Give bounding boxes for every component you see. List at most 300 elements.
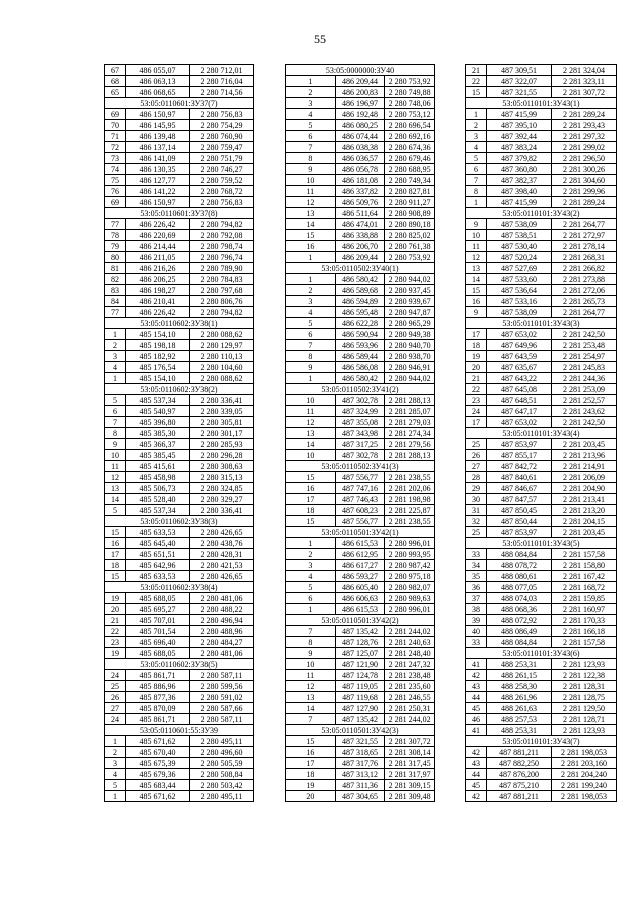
x-coordinate: 487 135,42 — [335, 626, 385, 637]
y-coordinate: 2 280 129,97 — [190, 340, 254, 351]
parcel-id: 53:05:0110101:ЗУ43(6) — [466, 648, 617, 659]
x-coordinate: 487 881,211 — [487, 791, 552, 802]
point-number: 17 — [466, 329, 487, 340]
parcel-id: 53:05:0110502:ЗУ41(2) — [286, 384, 435, 395]
x-coordinate: 485 675,39 — [126, 758, 190, 769]
parcel-header-row — [286, 263, 435, 274]
point-number: 22 — [105, 626, 126, 637]
table-row — [105, 252, 254, 263]
parcel-header-row — [286, 65, 435, 76]
table-row — [286, 769, 435, 780]
parcel-id: 53:05:0110601:ЗУ37(7) — [105, 98, 254, 109]
y-coordinate: 2 281 238,55 — [385, 516, 435, 527]
table-row — [286, 120, 435, 131]
y-coordinate: 2 281 288,13 — [385, 395, 435, 406]
point-number: 18 — [286, 505, 336, 516]
table-row — [466, 615, 617, 626]
y-coordinate: 2 281 168,72 — [552, 582, 617, 593]
y-coordinate: 2 280 305,81 — [190, 417, 254, 428]
point-number: 9 — [286, 164, 336, 175]
x-coordinate: 487 309,51 — [487, 65, 552, 76]
y-coordinate: 2 281 240,63 — [385, 637, 435, 648]
x-coordinate: 485 877,36 — [126, 692, 190, 703]
x-coordinate: 485 458,98 — [126, 472, 190, 483]
table-row — [286, 175, 435, 186]
y-coordinate: 2 281 278,14 — [552, 241, 617, 252]
x-coordinate: 485 651,51 — [126, 549, 190, 560]
x-coordinate: 485 154,10 — [126, 373, 190, 384]
x-coordinate: 488 072,92 — [487, 615, 552, 626]
x-coordinate: 486 210,41 — [126, 296, 190, 307]
table-row — [466, 274, 617, 285]
table-row — [286, 780, 435, 791]
x-coordinate: 487 124,78 — [335, 670, 385, 681]
y-coordinate: 2 280 587,66 — [190, 703, 254, 714]
y-coordinate: 2 281 202,06 — [385, 483, 435, 494]
table-row — [105, 648, 254, 659]
point-number: 24 — [105, 714, 126, 725]
table-row — [286, 329, 435, 340]
point-number: 33 — [466, 637, 487, 648]
table-row — [105, 164, 254, 175]
point-number: 42 — [466, 670, 487, 681]
point-number: 46 — [466, 714, 487, 725]
x-coordinate: 486 214,44 — [126, 241, 190, 252]
x-coordinate: 487 653,02 — [487, 417, 552, 428]
point-number: 5 — [105, 505, 126, 516]
table-row — [286, 538, 435, 549]
x-coordinate: 486 055,07 — [126, 65, 190, 76]
parcel-id: 53:05:0110101:ЗУ43(2) — [466, 208, 617, 219]
x-coordinate: 487 527,69 — [487, 263, 552, 274]
table-row — [466, 670, 617, 681]
y-coordinate: 2 281 272,97 — [552, 230, 617, 241]
point-number: 6 — [286, 593, 336, 604]
table-row — [466, 186, 617, 197]
x-coordinate: 487 840,61 — [487, 472, 552, 483]
y-coordinate: 2 280 794,82 — [190, 219, 254, 230]
x-coordinate: 487 746,43 — [335, 494, 385, 505]
x-coordinate: 487 304,65 — [335, 791, 385, 802]
x-coordinate: 486 337,82 — [335, 186, 385, 197]
point-number: 1 — [286, 274, 336, 285]
point-number: 8 — [105, 428, 126, 439]
y-coordinate: 2 281 204,240 — [552, 769, 617, 780]
point-number: 14 — [105, 494, 126, 505]
y-coordinate: 2 281 213,41 — [552, 494, 617, 505]
point-number: 9 — [466, 219, 487, 230]
x-coordinate: 486 145,95 — [126, 120, 190, 131]
parcel-id: 53:05:0110602:ЗУ38(1) — [105, 318, 254, 329]
parcel-header-row — [466, 538, 617, 549]
x-coordinate: 486 192,48 — [335, 109, 385, 120]
table-row — [286, 549, 435, 560]
parcel-id: 53:05:0110101:ЗУ43(5) — [466, 538, 617, 549]
y-coordinate: 2 281 273,88 — [552, 274, 617, 285]
table-row — [286, 153, 435, 164]
point-number: 18 — [105, 560, 126, 571]
x-coordinate: 488 084,84 — [487, 637, 552, 648]
y-coordinate: 2 281 308,14 — [385, 747, 435, 758]
table-row — [286, 560, 435, 571]
point-number: 15 — [105, 571, 126, 582]
table-row — [105, 461, 254, 472]
x-coordinate: 486 063,13 — [126, 76, 190, 87]
point-number: 2 — [286, 87, 336, 98]
point-number: 15 — [105, 527, 126, 538]
x-coordinate: 486 211,05 — [126, 252, 190, 263]
y-coordinate: 2 281 268,31 — [552, 252, 617, 263]
point-number: 12 — [286, 681, 336, 692]
table-row — [105, 406, 254, 417]
x-coordinate: 486 141,22 — [126, 186, 190, 197]
parcel-id: 53:05:0110602:ЗУ38(5) — [105, 659, 254, 670]
y-coordinate: 2 280 301,17 — [190, 428, 254, 439]
x-coordinate: 486 209,44 — [335, 76, 385, 87]
point-number: 10 — [286, 175, 336, 186]
y-coordinate: 2 280 996,01 — [385, 538, 435, 549]
x-coordinate: 486 226,42 — [126, 219, 190, 230]
parcel-header-row — [466, 428, 617, 439]
x-coordinate: 486 593,27 — [335, 571, 385, 582]
point-number: 3 — [286, 98, 336, 109]
point-number: 21 — [466, 373, 487, 384]
point-number: 44 — [466, 692, 487, 703]
x-coordinate: 487 608,23 — [335, 505, 385, 516]
y-coordinate: 2 280 975,18 — [385, 571, 435, 582]
x-coordinate: 485 701,54 — [126, 626, 190, 637]
x-coordinate: 487 853,97 — [487, 527, 552, 538]
table-row — [466, 373, 617, 384]
table-row — [466, 758, 617, 769]
point-number: 2 — [286, 285, 336, 296]
point-number: 74 — [105, 164, 126, 175]
y-coordinate: 2 280 488,96 — [190, 626, 254, 637]
point-number: 25 — [105, 681, 126, 692]
table-row — [466, 461, 617, 472]
x-coordinate: 487 556,77 — [335, 472, 385, 483]
point-number: 20 — [466, 362, 487, 373]
point-number: 2 — [105, 340, 126, 351]
parcel-header-row — [466, 98, 617, 109]
x-coordinate: 487 643,22 — [487, 373, 552, 384]
x-coordinate: 487 536,64 — [487, 285, 552, 296]
table-row — [466, 219, 617, 230]
point-number: 42 — [466, 747, 487, 758]
point-number: 78 — [105, 230, 126, 241]
table-row — [286, 98, 435, 109]
point-number: 5 — [466, 153, 487, 164]
y-coordinate: 2 281 167,42 — [552, 571, 617, 582]
point-number: 39 — [466, 615, 487, 626]
parcel-id: 53:05:0110101:ЗУ43(1) — [466, 98, 617, 109]
table-row — [466, 681, 617, 692]
y-coordinate: 2 280 754,29 — [190, 120, 254, 131]
x-coordinate: 487 128,76 — [335, 637, 385, 648]
point-number: 16 — [466, 296, 487, 307]
x-coordinate: 487 415,99 — [487, 109, 552, 120]
point-number: 2 — [286, 549, 336, 560]
table-row — [466, 153, 617, 164]
parcel-id: 53:05:0110101:ЗУ43(7) — [466, 736, 617, 747]
table-row — [105, 626, 254, 637]
table-row — [105, 87, 254, 98]
parcel-header-row — [466, 318, 617, 329]
y-coordinate: 2 281 299,02 — [552, 142, 617, 153]
table-row — [105, 76, 254, 87]
parcel-header-row — [105, 725, 254, 736]
y-coordinate: 2 280 759,52 — [190, 175, 254, 186]
x-coordinate: 488 084,84 — [487, 549, 552, 560]
table-row — [286, 164, 435, 175]
point-number: 15 — [286, 736, 336, 747]
point-number: 1 — [105, 736, 126, 747]
x-coordinate: 488 261,15 — [487, 670, 552, 681]
table-row — [105, 714, 254, 725]
point-number: 16 — [286, 747, 336, 758]
coordinates-table — [104, 64, 254, 802]
table-row — [286, 791, 435, 802]
x-coordinate: 486 198,27 — [126, 285, 190, 296]
point-number: 15 — [286, 230, 336, 241]
y-coordinate: 2 281 203,45 — [552, 439, 617, 450]
table-row — [105, 505, 254, 516]
x-coordinate: 487 135,42 — [335, 714, 385, 725]
x-coordinate: 486 593,96 — [335, 340, 385, 351]
table-row — [286, 285, 435, 296]
x-coordinate: 486 216,26 — [126, 263, 190, 274]
table-row — [105, 450, 254, 461]
table-row — [286, 692, 435, 703]
table-row — [466, 120, 617, 131]
table-row — [286, 472, 435, 483]
y-coordinate: 2 281 264,77 — [552, 307, 617, 318]
x-coordinate: 488 253,31 — [487, 659, 552, 670]
point-number: 23 — [466, 395, 487, 406]
point-number: 41 — [466, 659, 487, 670]
x-coordinate: 486 615,53 — [335, 604, 385, 615]
y-coordinate: 2 281 122,38 — [552, 670, 617, 681]
point-number: 3 — [286, 560, 336, 571]
y-coordinate: 2 281 123,93 — [552, 659, 617, 670]
point-number: 69 — [105, 197, 126, 208]
table-row — [286, 252, 435, 263]
x-coordinate: 487 121,90 — [335, 659, 385, 670]
y-coordinate: 2 281 170,33 — [552, 615, 617, 626]
y-coordinate: 2 280 505,59 — [190, 758, 254, 769]
point-number: 68 — [105, 76, 126, 87]
y-coordinate: 2 280 908,89 — [385, 208, 435, 219]
table-row — [286, 186, 435, 197]
point-number: 9 — [105, 439, 126, 450]
y-coordinate: 2 281 244,02 — [385, 714, 435, 725]
x-coordinate: 487 645,08 — [487, 384, 552, 395]
table-row — [466, 527, 617, 538]
table-row — [466, 571, 617, 582]
y-coordinate: 2 281 158,80 — [552, 560, 617, 571]
y-coordinate: 2 280 426,65 — [190, 527, 254, 538]
y-coordinate: 2 281 254,97 — [552, 351, 617, 362]
table-row — [466, 450, 617, 461]
point-number: 6 — [286, 329, 336, 340]
parcel-id: 53:05:0110501:ЗУ42(3) — [286, 725, 435, 736]
x-coordinate: 486 511,64 — [335, 208, 385, 219]
table-row — [466, 285, 617, 296]
y-coordinate: 2 281 279,56 — [385, 439, 435, 450]
table-row — [466, 560, 617, 571]
y-coordinate: 2 280 324,85 — [190, 483, 254, 494]
table-row — [286, 274, 435, 285]
y-coordinate: 2 280 591,02 — [190, 692, 254, 703]
point-number: 3 — [105, 351, 126, 362]
y-coordinate: 2 280 982,07 — [385, 582, 435, 593]
x-coordinate: 485 695,27 — [126, 604, 190, 615]
point-number: 67 — [105, 65, 126, 76]
y-coordinate: 2 281 206,09 — [552, 472, 617, 483]
table-row — [286, 318, 435, 329]
table-row — [286, 395, 435, 406]
x-coordinate: 486 150,97 — [126, 109, 190, 120]
x-coordinate: 486 580,42 — [335, 373, 385, 384]
y-coordinate: 2 280 308,63 — [190, 461, 254, 472]
y-coordinate: 2 280 315,13 — [190, 472, 254, 483]
x-coordinate: 485 679,36 — [126, 769, 190, 780]
table-row — [286, 142, 435, 153]
table-row — [105, 241, 254, 252]
x-coordinate: 485 540,97 — [126, 406, 190, 417]
point-number: 76 — [105, 186, 126, 197]
table-row — [286, 604, 435, 615]
y-coordinate: 2 281 300,26 — [552, 164, 617, 175]
y-coordinate: 2 281 309,15 — [385, 780, 435, 791]
y-coordinate: 2 280 759,47 — [190, 142, 254, 153]
x-coordinate: 487 313,12 — [335, 769, 385, 780]
table-row — [105, 362, 254, 373]
point-number: 31 — [466, 505, 487, 516]
x-coordinate: 487 876,200 — [487, 769, 552, 780]
x-coordinate: 487 648,51 — [487, 395, 552, 406]
y-coordinate: 2 281 285,07 — [385, 406, 435, 417]
y-coordinate: 2 281 297,32 — [552, 131, 617, 142]
point-number: 16 — [105, 538, 126, 549]
parcel-id: 53:05:0110501:ЗУ42(1) — [286, 527, 435, 538]
y-coordinate: 2 280 987,42 — [385, 560, 435, 571]
parcel-header-row — [105, 516, 254, 527]
x-coordinate: 487 747,16 — [335, 483, 385, 494]
point-number: 45 — [466, 780, 487, 791]
y-coordinate: 2 280 753,92 — [385, 76, 435, 87]
table-row — [286, 109, 435, 120]
point-number: 26 — [466, 450, 487, 461]
x-coordinate: 487 533,60 — [487, 274, 552, 285]
y-coordinate: 2 281 199,240 — [552, 780, 617, 791]
x-coordinate: 486 038,38 — [335, 142, 385, 153]
table-row — [286, 450, 435, 461]
y-coordinate: 2 280 421,53 — [190, 560, 254, 571]
table-row — [286, 758, 435, 769]
y-coordinate: 2 280 940,70 — [385, 340, 435, 351]
y-coordinate: 2 280 716,04 — [190, 76, 254, 87]
y-coordinate: 2 280 503,42 — [190, 780, 254, 791]
x-coordinate: 487 355,08 — [335, 417, 385, 428]
parcel-header-row — [105, 318, 254, 329]
table-row — [286, 76, 435, 87]
y-coordinate: 2 280 438,76 — [190, 538, 254, 549]
point-number: 22 — [466, 384, 487, 395]
x-coordinate: 487 302,78 — [335, 395, 385, 406]
point-number: 5 — [105, 395, 126, 406]
table-row — [105, 395, 254, 406]
x-coordinate: 487 850,44 — [487, 516, 552, 527]
x-coordinate: 488 261,63 — [487, 703, 552, 714]
y-coordinate: 2 280 587,11 — [190, 714, 254, 725]
y-coordinate: 2 280 329,27 — [190, 494, 254, 505]
x-coordinate: 485 182,92 — [126, 351, 190, 362]
table-row — [466, 109, 617, 120]
point-number: 20 — [286, 791, 336, 802]
y-coordinate: 2 281 272,06 — [552, 285, 617, 296]
x-coordinate: 485 366,37 — [126, 439, 190, 450]
y-coordinate: 2 280 748,06 — [385, 98, 435, 109]
y-coordinate: 2 281 244,02 — [385, 626, 435, 637]
table-row — [286, 197, 435, 208]
x-coordinate: 485 396,80 — [126, 417, 190, 428]
x-coordinate: 486 338,88 — [335, 230, 385, 241]
table-row — [105, 186, 254, 197]
point-number: 16 — [286, 483, 336, 494]
point-number: 25 — [466, 527, 487, 538]
x-coordinate: 487 127,90 — [335, 703, 385, 714]
x-coordinate: 487 395,10 — [487, 120, 552, 131]
y-coordinate: 2 281 247,32 — [385, 659, 435, 670]
y-coordinate: 2 281 242,50 — [552, 417, 617, 428]
point-number: 10 — [466, 230, 487, 241]
parcel-header-row — [466, 208, 617, 219]
point-number: 8 — [286, 153, 336, 164]
y-coordinate: 2 281 166,18 — [552, 626, 617, 637]
table-row — [466, 406, 617, 417]
y-coordinate: 2 280 944,02 — [385, 373, 435, 384]
point-number: 27 — [466, 461, 487, 472]
y-coordinate: 2 281 253,48 — [552, 340, 617, 351]
table-row — [466, 87, 617, 98]
y-coordinate: 2 281 238,55 — [385, 472, 435, 483]
y-coordinate: 2 281 204,90 — [552, 483, 617, 494]
y-coordinate: 2 281 213,96 — [552, 450, 617, 461]
point-number: 3 — [105, 758, 126, 769]
y-coordinate: 2 280 796,74 — [190, 252, 254, 263]
table-row — [466, 351, 617, 362]
y-coordinate: 2 281 242,50 — [552, 329, 617, 340]
x-coordinate: 486 150,97 — [126, 197, 190, 208]
point-number: 15 — [466, 285, 487, 296]
point-number: 7 — [105, 417, 126, 428]
y-coordinate: 2 280 749,88 — [385, 87, 435, 98]
y-coordinate: 2 280 949,38 — [385, 329, 435, 340]
parcel-id: 53:05:0000000:ЗУ40 — [286, 65, 435, 76]
x-coordinate: 487 881,211 — [487, 747, 552, 758]
x-coordinate: 487 318,65 — [335, 747, 385, 758]
y-coordinate: 2 281 160,97 — [552, 604, 617, 615]
y-coordinate: 2 280 426,65 — [190, 571, 254, 582]
parcel-header-row — [105, 659, 254, 670]
point-number: 17 — [466, 417, 487, 428]
y-coordinate: 2 281 253,09 — [552, 384, 617, 395]
x-coordinate: 486 127,77 — [126, 175, 190, 186]
point-number: 24 — [466, 406, 487, 417]
y-coordinate: 2 280 911,27 — [385, 197, 435, 208]
table-row — [286, 241, 435, 252]
